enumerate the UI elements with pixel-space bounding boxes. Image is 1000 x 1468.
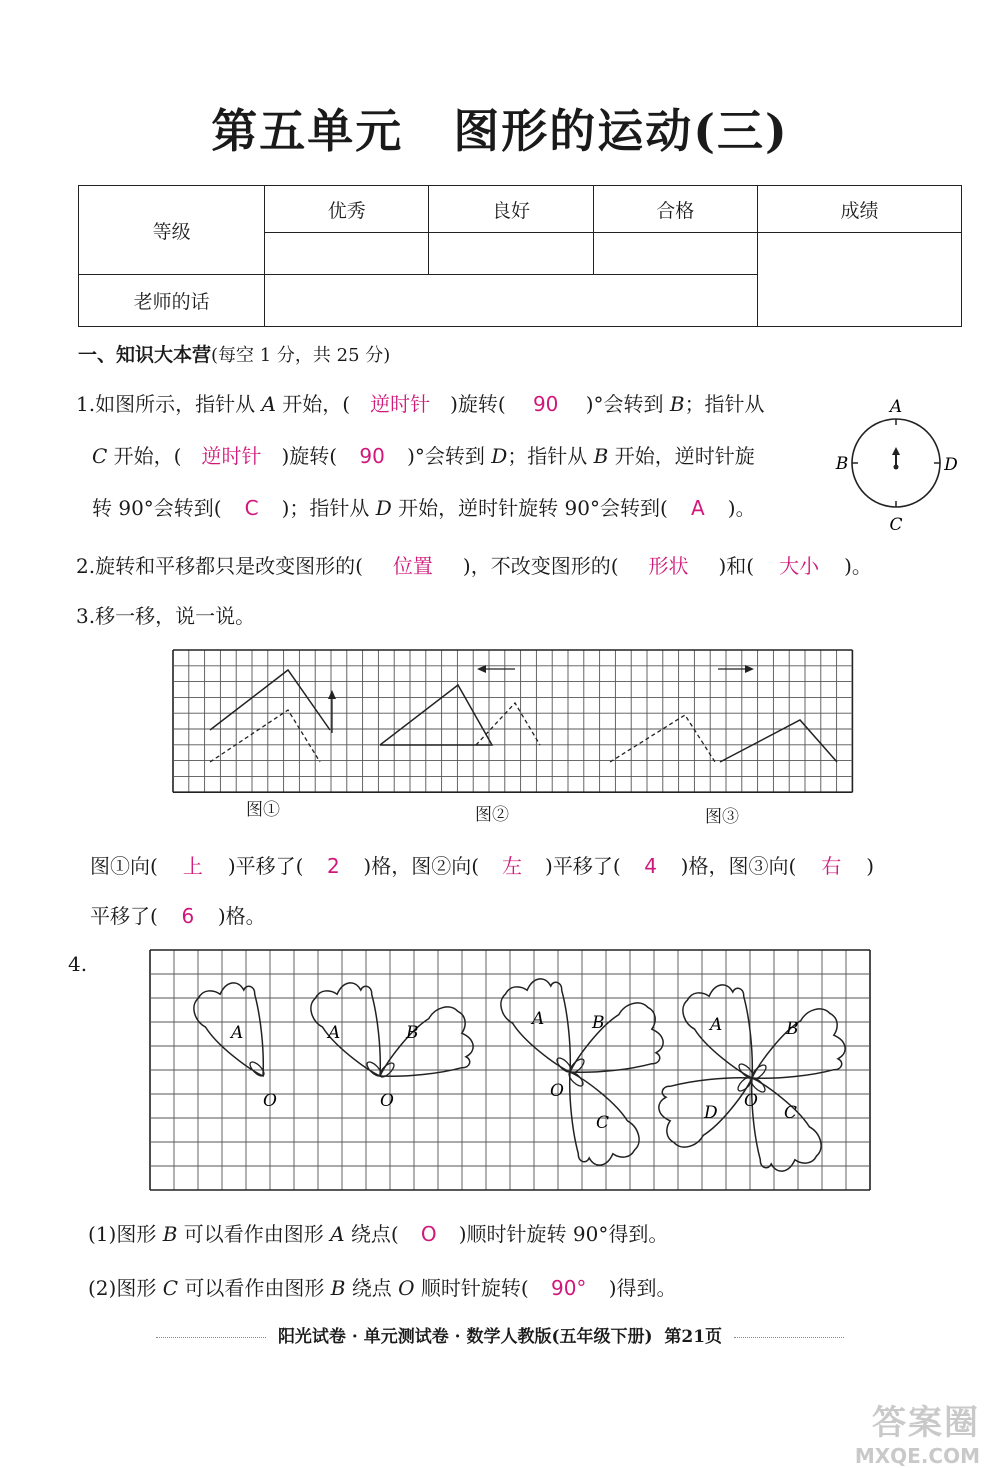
q3-answer-4: 4 [644,854,657,878]
text: )，不改变图形的( [462,554,619,578]
text: 绕点( [344,1222,399,1246]
label-d: D [704,1103,718,1123]
label-o: O [263,1091,277,1111]
footer [0,1322,1000,1347]
label-c: C [162,1276,178,1300]
label-d: D [375,496,392,520]
teacher-comment-cell [265,275,758,327]
col-excellent: 优秀 [265,186,429,233]
section-note: (每空 1 分，共 25 分) [211,345,391,366]
text: )格，图②向( [363,854,480,878]
label-o: O [380,1091,394,1111]
fig3-label: 图③ [705,807,739,827]
q3-answer-1: 上 [182,854,203,878]
text: )格。 [217,904,266,928]
answer-6: A [690,496,705,520]
petal-group-4 [655,981,848,1174]
text: 顺时针旋转( [414,1276,529,1300]
text: )。 [844,554,872,578]
label-c: C [596,1113,610,1133]
text: )°会转到 [407,444,492,468]
q3-answer-5: 右 [821,854,842,878]
q2 [76,550,872,579]
petal-group-1 [190,979,277,1111]
label-o: O [550,1081,564,1101]
grade-table [78,185,962,327]
label-b: B [786,1019,799,1039]
label-a: A [532,1009,545,1029]
label-b: B [669,392,685,416]
text: )得到。 [608,1276,677,1300]
text: ；指针从 [507,444,594,468]
q3-answer-2: 2 [327,854,340,878]
label-b: B [406,1023,419,1043]
page-title [0,95,1000,161]
text: )格，图③向( [680,854,797,878]
clock-diagram [830,395,965,540]
watermark-logo: 答案圈 [872,1403,980,1443]
q1-line3 [92,492,756,521]
q4-sub1 [88,1218,668,1247]
q3-answer-3: 左 [502,854,523,878]
label-b: B [592,1013,605,1033]
title-unit: 第五单元 [211,104,404,158]
q4-number: 4. [68,952,88,976]
text: (2)图形 [88,1276,163,1300]
title-topic: 图形的运动(三) [453,104,789,158]
fig2-label: 图② [475,805,509,825]
watermark-url: MXQE.COM [854,1444,980,1468]
pivot [894,465,899,470]
text: )和( [718,554,755,578]
q3-answer-6: 6 [181,904,195,928]
text: )旋转( [281,444,338,468]
fig2-dashed [476,703,540,745]
label-o: O [744,1091,758,1111]
text: 可以看作由图形 [178,1276,331,1300]
fig2-solid [380,685,492,745]
label-c: C [92,444,108,468]
q2-answer-2: 形状 [648,554,689,578]
q2-answer-3: 大小 [779,554,820,578]
fig1-solid [210,670,330,730]
footer-text: 阳光试卷 · 单元测试卷 · 数学人教版(五年级下册) [277,1327,653,1347]
text: ) [866,854,875,878]
clock-label-left: B [835,454,849,474]
text: 开始，( [107,444,182,468]
q2-answer-1: 位置 [392,554,433,578]
label-a: A [231,1023,244,1043]
label-a: A [261,392,276,416]
q4-sub2 [88,1272,677,1301]
q4-answer-1: O [420,1222,437,1246]
text: )°会转到 [585,392,670,416]
q3-answer-line2 [90,900,266,929]
text: )；指针从 [281,496,376,520]
text: 平移了( [90,904,158,928]
text: )旋转( [450,392,506,416]
answer-5: C [244,496,259,520]
petal-grid [148,948,872,1194]
grid-lines [150,950,870,1190]
cell-score [757,233,961,327]
text: )顺时针旋转 90°得到。 [458,1222,669,1246]
cell-pass [593,233,757,275]
label-a: A [328,1023,341,1043]
label-c: C [784,1103,798,1123]
q3-answer-line1 [90,850,874,879]
teacher-label: 老师的话 [79,275,265,327]
arrow-up-icon [328,690,336,699]
page-number: 第21页 [664,1327,723,1347]
label-b: B [162,1222,178,1246]
q1-line1 [76,388,765,417]
text: 开始，逆时针旋转 90°会转到( [391,496,668,520]
cell-good [429,233,593,275]
text: 开始，逆时针旋 [608,444,755,468]
label-o: O [398,1276,415,1300]
fig3-solid [720,720,837,762]
col-good: 良好 [429,186,593,233]
label-b: B [593,444,609,468]
q4-answer-2: 90° [550,1276,587,1300]
section-heading [78,340,390,367]
watermark [790,1395,980,1468]
clock-label-right: D [944,455,958,475]
fig1-label: 图① [246,800,280,820]
answer-3: 逆时针 [201,444,262,468]
q3-title: 3.移一移，说一说。 [76,604,256,628]
text: )平移了( [227,854,304,878]
answer-2: 90 [532,392,559,416]
text: 开始，( [275,392,351,416]
text: 图①向( [90,854,158,878]
col-score: 成绩 [757,186,961,233]
cell-excellent [265,233,429,275]
label-a: A [330,1222,345,1246]
clock-label-bottom: C [889,515,903,535]
text: 2.旋转和平移都只是改变图形的( [76,554,363,578]
label-b: B [330,1276,346,1300]
grade-label: 等级 [79,186,265,275]
text: )。 [727,496,756,520]
col-pass: 合格 [593,186,757,233]
text: ；指针从 [684,392,765,416]
petal-group-2 [307,979,476,1111]
q1-line2 [92,440,755,469]
text: (1)图形 [88,1222,163,1246]
section-title: 一、知识大本营 [78,344,212,366]
text: 1.如图所示，指针从 [76,392,262,416]
text: )平移了( [545,854,621,878]
grid-lines [173,650,852,792]
pointer-head-icon [892,447,900,455]
label-a: A [710,1015,723,1035]
text: 可以看作由图形 [177,1222,331,1246]
clock-label-top: A [889,397,903,417]
text: 绕点 [345,1276,399,1300]
answer-4: 90 [359,444,385,468]
label-d: D [491,444,508,468]
answer-1: 逆时针 [370,392,431,416]
text: 转 90°会转到( [92,496,222,520]
